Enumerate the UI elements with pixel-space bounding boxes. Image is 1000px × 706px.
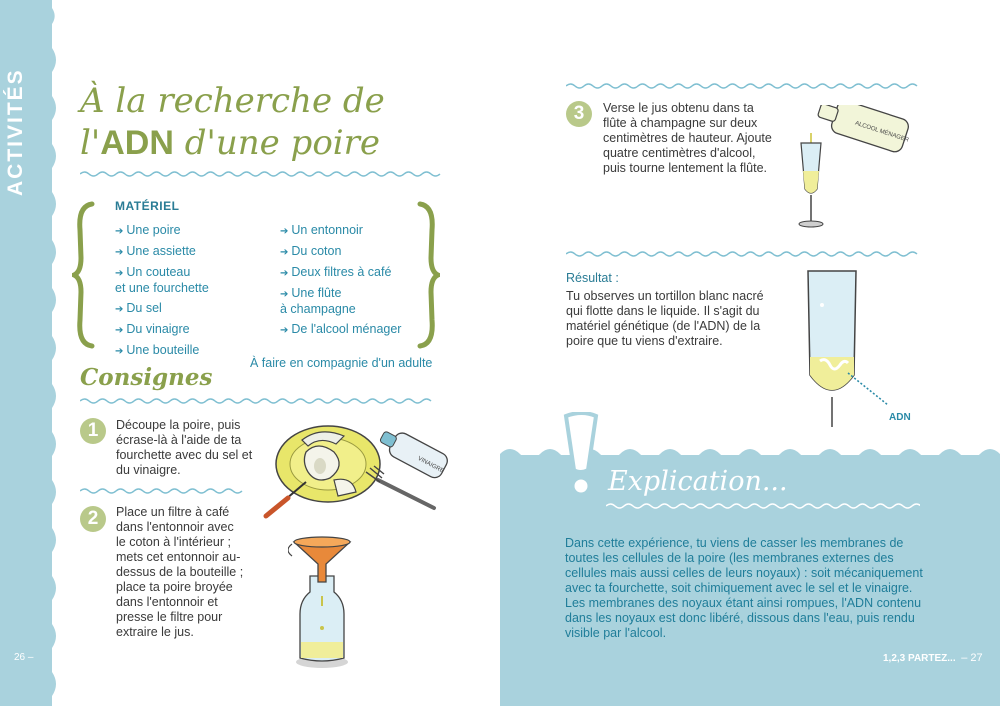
arrow-icon: ➔	[115, 247, 124, 258]
materiel-item	[280, 322, 430, 338]
bottle-label: ALCOOL MÉNAGER	[854, 120, 910, 144]
explication-text: Dans cette expérience, tu viens de casser les membranes de toutes les cellules de la poire (les membranes externes des cellules mais aussi celles de leurs noyaux) : soit mécaniquement avec ta fourchette, soit chimiquement avec le sel et le vinaigre. Les membranes des noyaux étant ainsi rompues, l'ADN contenu dans les noyaux est donc libéré, dissous dans l'eau, puis rendu visible par l'alcool.	[565, 536, 923, 640]
materiel-item-label: Une assiette	[126, 244, 196, 258]
materiel-item	[115, 265, 265, 296]
flute-dna-illustration	[800, 265, 910, 430]
step-3-text: Verse le jus obtenu dans ta flûte à champagne sur deux centimètres de hauteur. Ajoute quatre centimètres d'alcool, puis tourne lentement la flûte.	[603, 101, 772, 175]
materiel-item	[115, 343, 265, 359]
step-1-text: Découpe la poire, puis écrase-là à l'aide de ta fourchette avec du sel et du vinaigre.	[116, 418, 253, 477]
materiel-item	[115, 244, 265, 260]
page-number-right: – 27	[961, 652, 983, 664]
arrow-icon: ➔	[115, 226, 124, 237]
step-1-number: 1	[80, 418, 106, 444]
materiel-item-label: Un entonnoir	[291, 223, 363, 237]
arrow-icon: ➔	[280, 268, 289, 279]
title-adn: ADN	[100, 124, 174, 162]
materiel-item	[280, 244, 430, 260]
step-2-text: Place un filtre à café dans l'entonnoir avec le coton à l'intérieur ; mets cet entonnoir au-dessus de la bouteille ; place ta poire broyée dans l'entonnoir et presse le filtre pour extraire le jus.	[116, 505, 244, 639]
step-3-number: 3	[566, 101, 592, 127]
exclamation-icon	[558, 412, 606, 498]
materiel-item-label: Du coton	[291, 244, 342, 258]
materiel-item-label: Un couteau et une fourchette	[115, 265, 209, 295]
materiel-item	[115, 301, 265, 317]
title-prefix: l'	[80, 123, 101, 163]
series-label: 1,2,3 PARTEZ...	[883, 653, 956, 664]
divider-wave	[80, 170, 442, 178]
explication-title: Explication...	[608, 466, 788, 497]
arrow-icon: ➔	[280, 247, 289, 258]
materiel-item-label: De l'alcool ménager	[291, 322, 402, 336]
materiel-item	[115, 322, 265, 338]
result-heading: Résultat :	[566, 271, 619, 285]
consignes-heading: Consignes	[80, 364, 213, 391]
footer-right	[883, 652, 983, 664]
materiel-item	[280, 223, 430, 239]
arrow-icon: ➔	[115, 325, 124, 336]
materiel-item	[115, 223, 265, 239]
materiel-item-label: Du vinaigre	[126, 322, 190, 336]
adult-note: À faire en compagnie d'un adulte	[250, 356, 433, 370]
title-suffix: d'une poire	[173, 123, 381, 163]
divider-wave	[606, 502, 920, 510]
divider-wave	[566, 250, 920, 258]
arrow-icon: ➔	[115, 268, 124, 279]
materiel-item-label: Une flûte à champagne	[280, 286, 356, 316]
left-brace	[72, 200, 96, 350]
step-2-number: 2	[80, 506, 106, 532]
divider-wave	[80, 487, 244, 495]
materiel-list-col2	[280, 223, 430, 343]
arrow-icon: ➔	[115, 304, 124, 315]
materiel-item	[280, 286, 430, 317]
materiel-item	[280, 265, 430, 281]
page-number-left: 26 –	[14, 652, 34, 663]
adn-label: ADN	[889, 412, 911, 423]
result-text: Tu observes un tortillon blanc nacré qui flotte dans le liquide. Il s'agit du matériel génétique (de l'ADN) de la poire que tu viens d'extraire.	[566, 289, 764, 348]
materiel-item-label: Du sel	[126, 301, 162, 315]
arrow-icon: ➔	[115, 346, 124, 357]
materiel-heading: MATÉRIEL	[115, 199, 180, 213]
arrow-icon: ➔	[280, 325, 289, 336]
arrow-icon: ➔	[280, 226, 289, 237]
plate-illustration	[258, 422, 463, 522]
funnel-bottle-illustration	[288, 536, 358, 670]
arrow-icon: ➔	[280, 289, 289, 300]
divider-wave	[80, 397, 434, 405]
materiel-list-col1	[115, 223, 265, 364]
materiel-item-label: Deux filtres à café	[291, 265, 392, 279]
divider-wave	[566, 82, 920, 90]
materiel-item-label: Une bouteille	[126, 343, 200, 357]
pouring-illustration	[793, 105, 913, 230]
side-band-wave-edge	[44, 0, 60, 706]
title-line-1: À la recherche de	[80, 81, 385, 121]
page-title	[80, 80, 385, 164]
materiel-item-label: Une poire	[126, 223, 181, 237]
section-label: ACTIVITÉS	[4, 68, 27, 196]
title-line-2	[80, 122, 385, 164]
vinegar-label: VINAIGRE	[416, 455, 445, 475]
